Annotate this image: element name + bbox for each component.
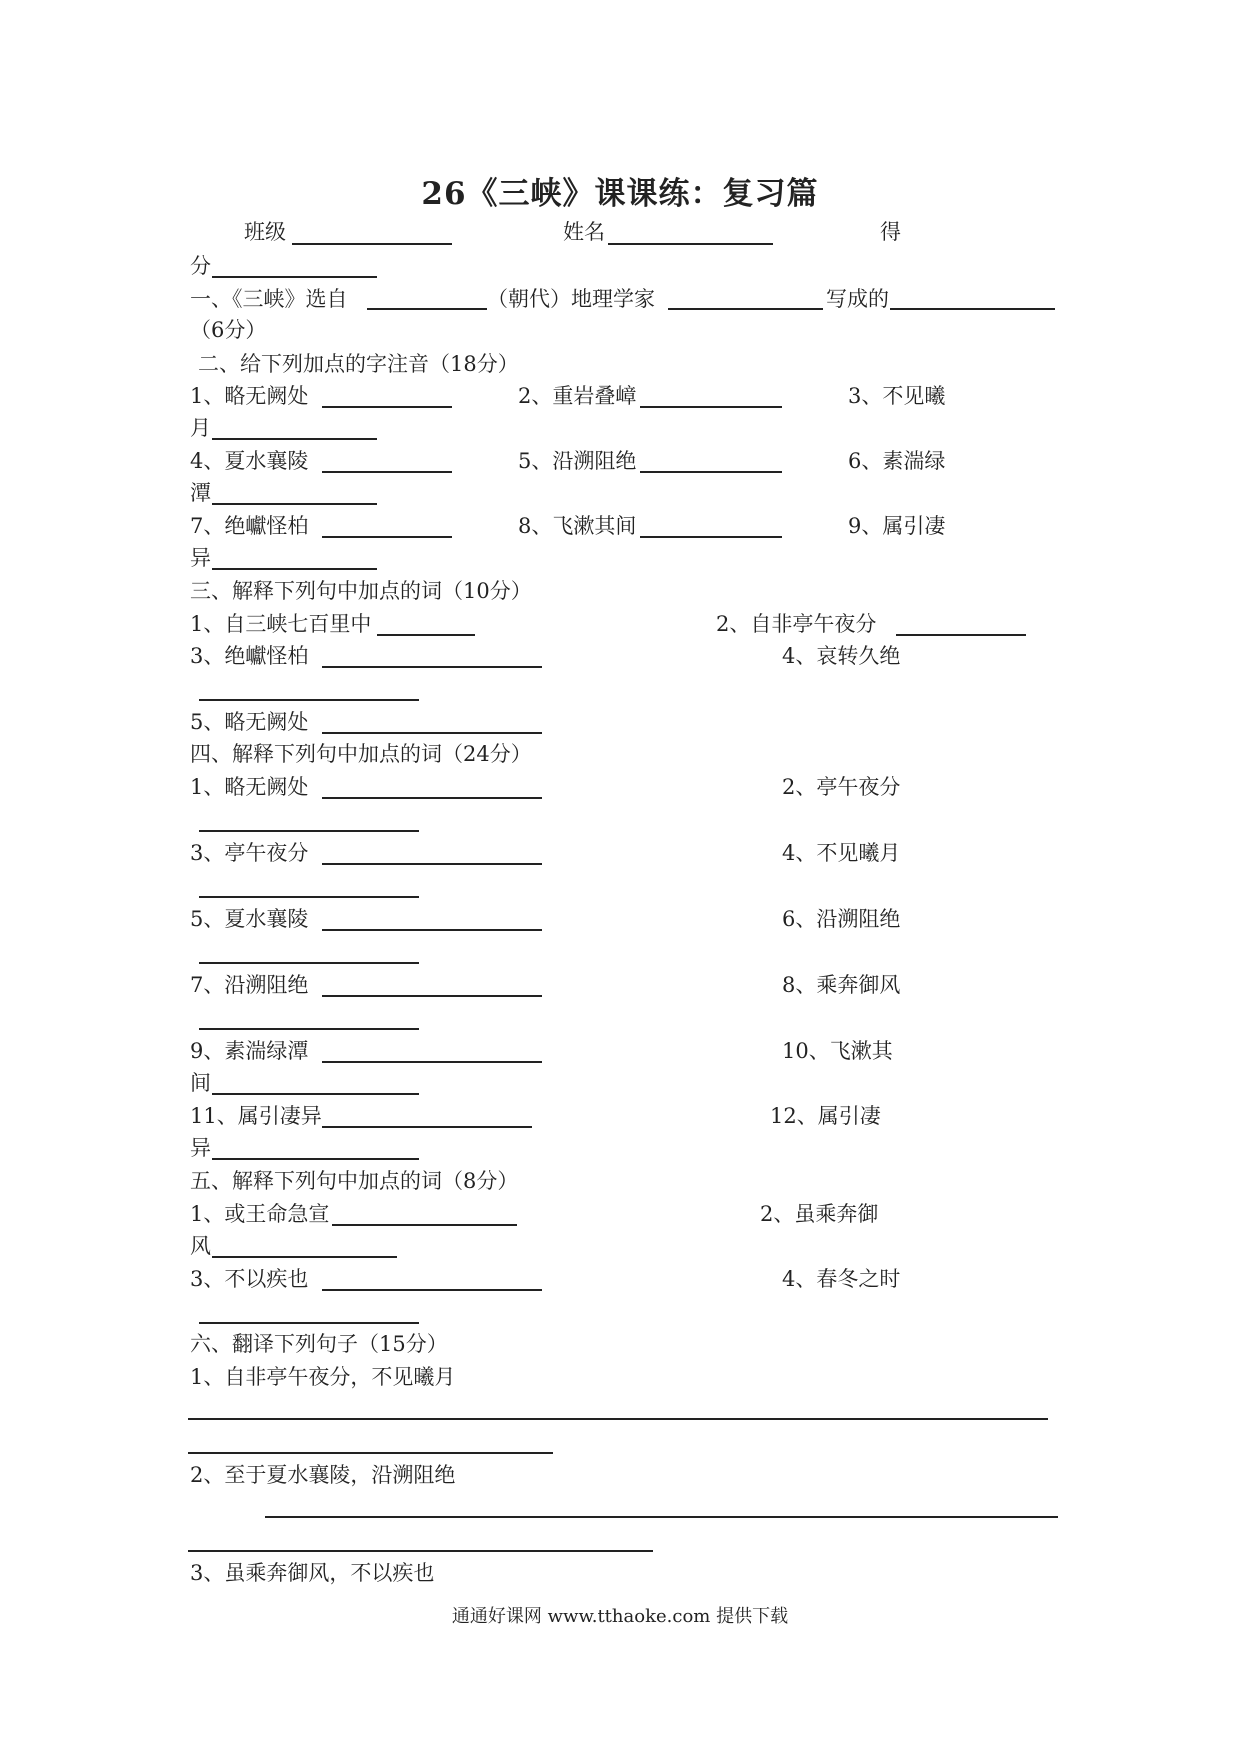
s5-item-1: 1、或王命急宣 xyxy=(190,1202,330,1226)
s6-item-2: 2、至于夏水襄陵，沿溯阻绝 xyxy=(190,1463,456,1487)
s4-item-2: 2、亭午夜分 xyxy=(782,775,901,799)
s4-blank-5[interactable] xyxy=(322,929,542,931)
s2-blank-7[interactable] xyxy=(322,536,452,538)
s4-item-7: 7、沿溯阻绝 xyxy=(190,973,309,997)
s1-work-blank[interactable] xyxy=(890,308,1055,310)
s2-item-1: 1、略无阙处 xyxy=(190,384,309,408)
s4-item-10: 10、飞漱其 xyxy=(782,1039,893,1063)
s4-item-11: 11、属引凄异 xyxy=(190,1104,322,1128)
s4-item-9: 9、素湍绿潭 xyxy=(190,1039,309,1063)
s4-blank-4[interactable] xyxy=(199,896,419,898)
s5-heading: 五、解释下列句中加点的词（8分） xyxy=(190,1169,519,1193)
s3-item-4: 4、哀转久绝 xyxy=(782,644,901,668)
s5-blank-3[interactable] xyxy=(322,1289,542,1291)
s2-item-7: 7、绝巘怪柏 xyxy=(190,514,309,538)
s2-item-3: 3、不见曦 xyxy=(848,384,946,408)
s2-blank-6[interactable] xyxy=(212,503,377,505)
s5-item-3: 3、不以疾也 xyxy=(190,1267,309,1291)
s2-item-3-cont: 月 xyxy=(190,416,211,440)
s4-blank-9[interactable] xyxy=(322,1061,542,1063)
s4-blank-7[interactable] xyxy=(322,995,542,997)
s2-blank-1[interactable] xyxy=(322,406,452,408)
s4-item-8: 8、乘奔御风 xyxy=(782,973,901,997)
s6-item-3: 3、虽乘奔御风，不以疾也 xyxy=(190,1561,435,1585)
s2-heading: 二、给下列加点的字注音（18分） xyxy=(198,352,519,376)
s1-author-blank[interactable] xyxy=(668,308,823,310)
s4-item-12: 12、属引凄 xyxy=(770,1104,881,1128)
s6-heading: 六、翻译下列句子（15分） xyxy=(190,1332,448,1356)
s1-text-c: 写成的 xyxy=(826,287,889,311)
s3-heading: 三、解释下列句中加点的词（10分） xyxy=(190,579,532,603)
page-title: 26《三峡》课课练：复习篇 xyxy=(421,176,819,212)
s2-item-2: 2、重岩叠嶂 xyxy=(518,384,637,408)
s6-answer-2-line-1[interactable] xyxy=(265,1516,1058,1518)
s6-item-1: 1、自非亭午夜分，不见曦月 xyxy=(190,1365,456,1389)
s3-item-5: 5、略无阙处 xyxy=(190,710,309,734)
s2-item-6: 6、素湍绿 xyxy=(848,449,946,473)
s6-answer-1-line-1[interactable] xyxy=(188,1418,1048,1420)
s4-item-12-cont: 异 xyxy=(190,1136,211,1160)
s4-item-5: 5、夏水襄陵 xyxy=(190,907,309,931)
class-blank[interactable] xyxy=(292,243,452,245)
s2-blank-3[interactable] xyxy=(212,438,377,440)
s3-blank-2[interactable] xyxy=(896,634,1026,636)
s4-item-4: 4、不见曦月 xyxy=(782,841,901,865)
s5-blank-4[interactable] xyxy=(199,1322,419,1324)
s2-item-4: 4、夏水襄陵 xyxy=(190,449,309,473)
s4-blank-11[interactable] xyxy=(322,1126,532,1128)
s3-item-1: 1、自三峡七百里中 xyxy=(190,612,372,636)
s4-item-10-cont: 间 xyxy=(190,1071,211,1095)
s5-item-4: 4、春冬之时 xyxy=(782,1267,901,1291)
s3-blank-5[interactable] xyxy=(322,732,542,734)
s2-item-6-cont: 潭 xyxy=(190,481,211,505)
s2-item-9: 9、属引凄 xyxy=(848,514,946,538)
s4-blank-2[interactable] xyxy=(199,830,419,832)
footer-note: 通通好课网 www.tthaoke.com 提供下载 xyxy=(451,1606,789,1627)
s2-item-8: 8、飞漱其间 xyxy=(518,514,637,538)
score-label: 得 xyxy=(880,220,901,244)
s2-blank-9[interactable] xyxy=(212,568,377,570)
s6-answer-1-line-2[interactable] xyxy=(188,1452,553,1454)
score-label-cont: 分 xyxy=(190,254,211,278)
s4-blank-12[interactable] xyxy=(212,1158,419,1160)
s4-blank-6[interactable] xyxy=(199,962,419,964)
s3-blank-4[interactable] xyxy=(199,699,419,701)
score-blank[interactable] xyxy=(212,276,377,278)
s1-source-blank[interactable] xyxy=(367,308,487,310)
s3-item-2: 2、自非亭午夜分 xyxy=(716,612,877,636)
s2-item-5: 5、沿溯阻绝 xyxy=(518,449,637,473)
s6-answer-2-line-2[interactable] xyxy=(188,1550,653,1552)
s2-blank-2[interactable] xyxy=(640,406,782,408)
s5-blank-1[interactable] xyxy=(332,1224,517,1226)
s4-item-6: 6、沿溯阻绝 xyxy=(782,907,901,931)
s1-score: （6分） xyxy=(190,318,267,342)
s4-item-1: 1、略无阙处 xyxy=(190,775,309,799)
s4-blank-8[interactable] xyxy=(199,1028,419,1030)
s1-text-a: 一、《三峡》选自 xyxy=(190,287,348,311)
s5-item-2-cont: 风 xyxy=(190,1234,211,1258)
s2-blank-8[interactable] xyxy=(640,536,782,538)
s5-blank-2[interactable] xyxy=(212,1256,397,1258)
class-label: 班级 xyxy=(244,220,286,244)
s5-item-2: 2、虽乘奔御 xyxy=(760,1202,879,1226)
s3-item-3: 3、绝巘怪柏 xyxy=(190,644,309,668)
s1-text-b: （朝代）地理学家 xyxy=(487,287,655,311)
s4-heading: 四、解释下列句中加点的词（24分） xyxy=(190,742,532,766)
s2-blank-4[interactable] xyxy=(322,471,452,473)
s4-item-3: 3、亭午夜分 xyxy=(190,841,309,865)
s4-blank-1[interactable] xyxy=(322,797,542,799)
s3-blank-1[interactable] xyxy=(377,634,475,636)
s3-blank-3[interactable] xyxy=(322,666,542,668)
s2-blank-5[interactable] xyxy=(640,471,782,473)
name-blank[interactable] xyxy=(608,243,773,245)
s4-blank-3[interactable] xyxy=(322,863,542,865)
s4-blank-10[interactable] xyxy=(212,1093,419,1095)
s2-item-9-cont: 异 xyxy=(190,546,211,570)
name-label: 姓名 xyxy=(563,220,605,244)
